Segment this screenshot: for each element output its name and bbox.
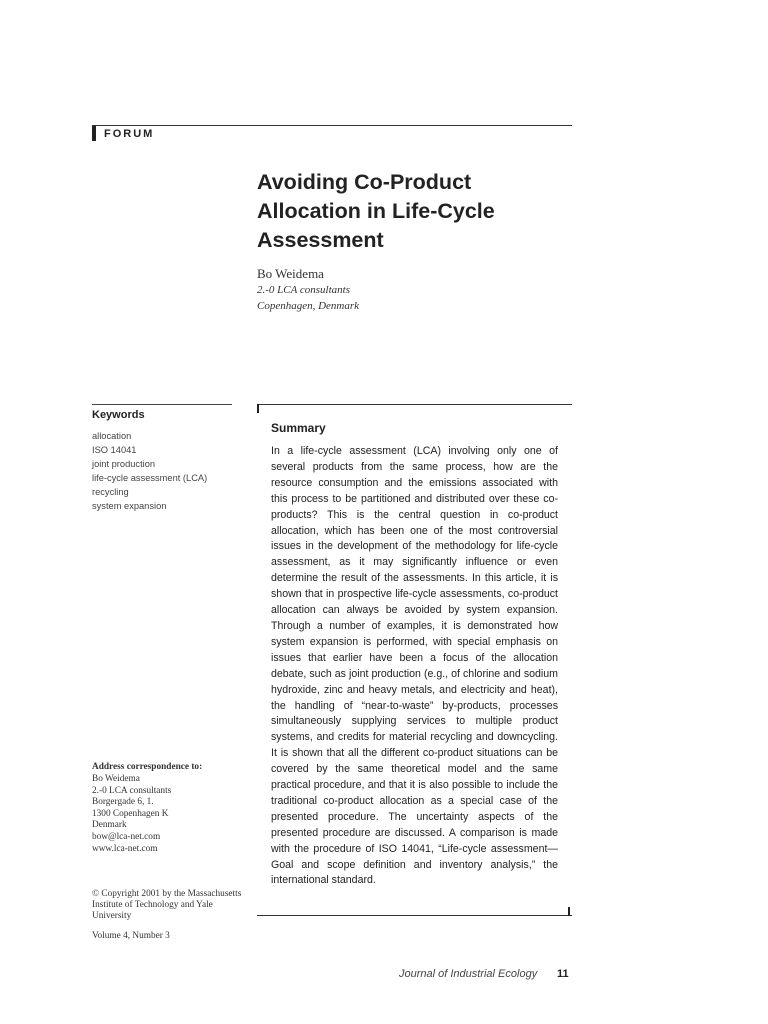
- address-line: 2.-0 LCA consultants: [92, 785, 172, 796]
- top-rule: [92, 125, 572, 126]
- keywords-rule: [92, 404, 232, 405]
- author-name: Bo Weidema: [257, 266, 324, 281]
- summary-title: Summary: [271, 421, 326, 435]
- section-marker: [92, 126, 96, 141]
- address-website: www.lca-net.com: [92, 843, 158, 854]
- address-title: Address correspondence to:: [92, 762, 203, 772]
- summary-corner-mark: [257, 404, 259, 413]
- volume-info: Volume 4, Number 3: [92, 931, 170, 941]
- copyright-notice: © Copyright 2001 by the Massachusetts Institute of Technology and Yale University: [92, 889, 242, 921]
- keyword-item: allocation: [92, 431, 132, 441]
- keyword-item: joint production: [92, 459, 156, 469]
- keyword-item: system expansion: [92, 501, 167, 511]
- address-block: [92, 774, 171, 855]
- address-email: bow@lca-net.com: [92, 831, 161, 842]
- keywords-title: Keywords: [92, 409, 145, 421]
- journal-name: Journal of Industrial Ecology: [399, 968, 538, 980]
- address-line: Denmark: [92, 820, 127, 831]
- author-location: Copenhagen, Denmark: [257, 300, 360, 312]
- address-line: Bo Weidema: [92, 774, 140, 784]
- section-label: FORUM: [104, 128, 155, 140]
- summary-text: In a life-cycle assessment (LCA) involving only one of several products from the same process, how are the resource consumption and the emissions associated with this process to be partitioned and distributed over these co-products? This is the central question in co-product allocation, which has been one of the most controversial issues in the development of the methodology for life-cycle assessment, as it may significantly influence or even determine the result of the assessments. In this article, it is shown that in prospective life-cycle assessments, co-product allocation can always be avoided by system expansion. Through a number of examples, it is demonstrated how system expansion is performed, with special emphasis on issues that earlier have been a focus of the allocation debate, such as joint production (e.g., of chlorine and sodium hydroxide, zinc and heavy metals, and electricity and heat), the handling of “near-to-waste” by-products, processes simultaneously supplying services to multiple product systems, and credits for material recycling and downcycling. It is shown that all the different co-product situations can be covered by the same theoretical model and the same practical procedure, and that it is also possible to include the traditional co-product allocation as a special case of the presented procedure. The uncertainty aspects of the presented procedure are discussed. A comparison is made with the procedure of ISO 14041, “Life-cycle assessment—Goal and scope definition and inventory analysis,” the international standard.: [271, 445, 558, 887]
- keyword-item: ISO 14041: [92, 445, 137, 455]
- author-affiliation: 2.-0 LCA consultants: [257, 284, 351, 296]
- keyword-item: recycling: [92, 487, 129, 497]
- page-number: 11: [557, 968, 569, 980]
- keywords-list: [92, 429, 207, 513]
- summary-bottom-rule: [257, 915, 572, 916]
- keyword-item: life-cycle assessment (LCA): [92, 473, 208, 483]
- summary-top-rule: [257, 404, 572, 405]
- address-line: 1300 Copenhagen K: [92, 808, 169, 819]
- summary-corner-mark: [568, 907, 570, 916]
- address-line: Borgergade 6, 1.: [92, 797, 154, 808]
- article-title: Avoiding Co-Product Allocation in Life-Cycle Assessment: [257, 170, 495, 252]
